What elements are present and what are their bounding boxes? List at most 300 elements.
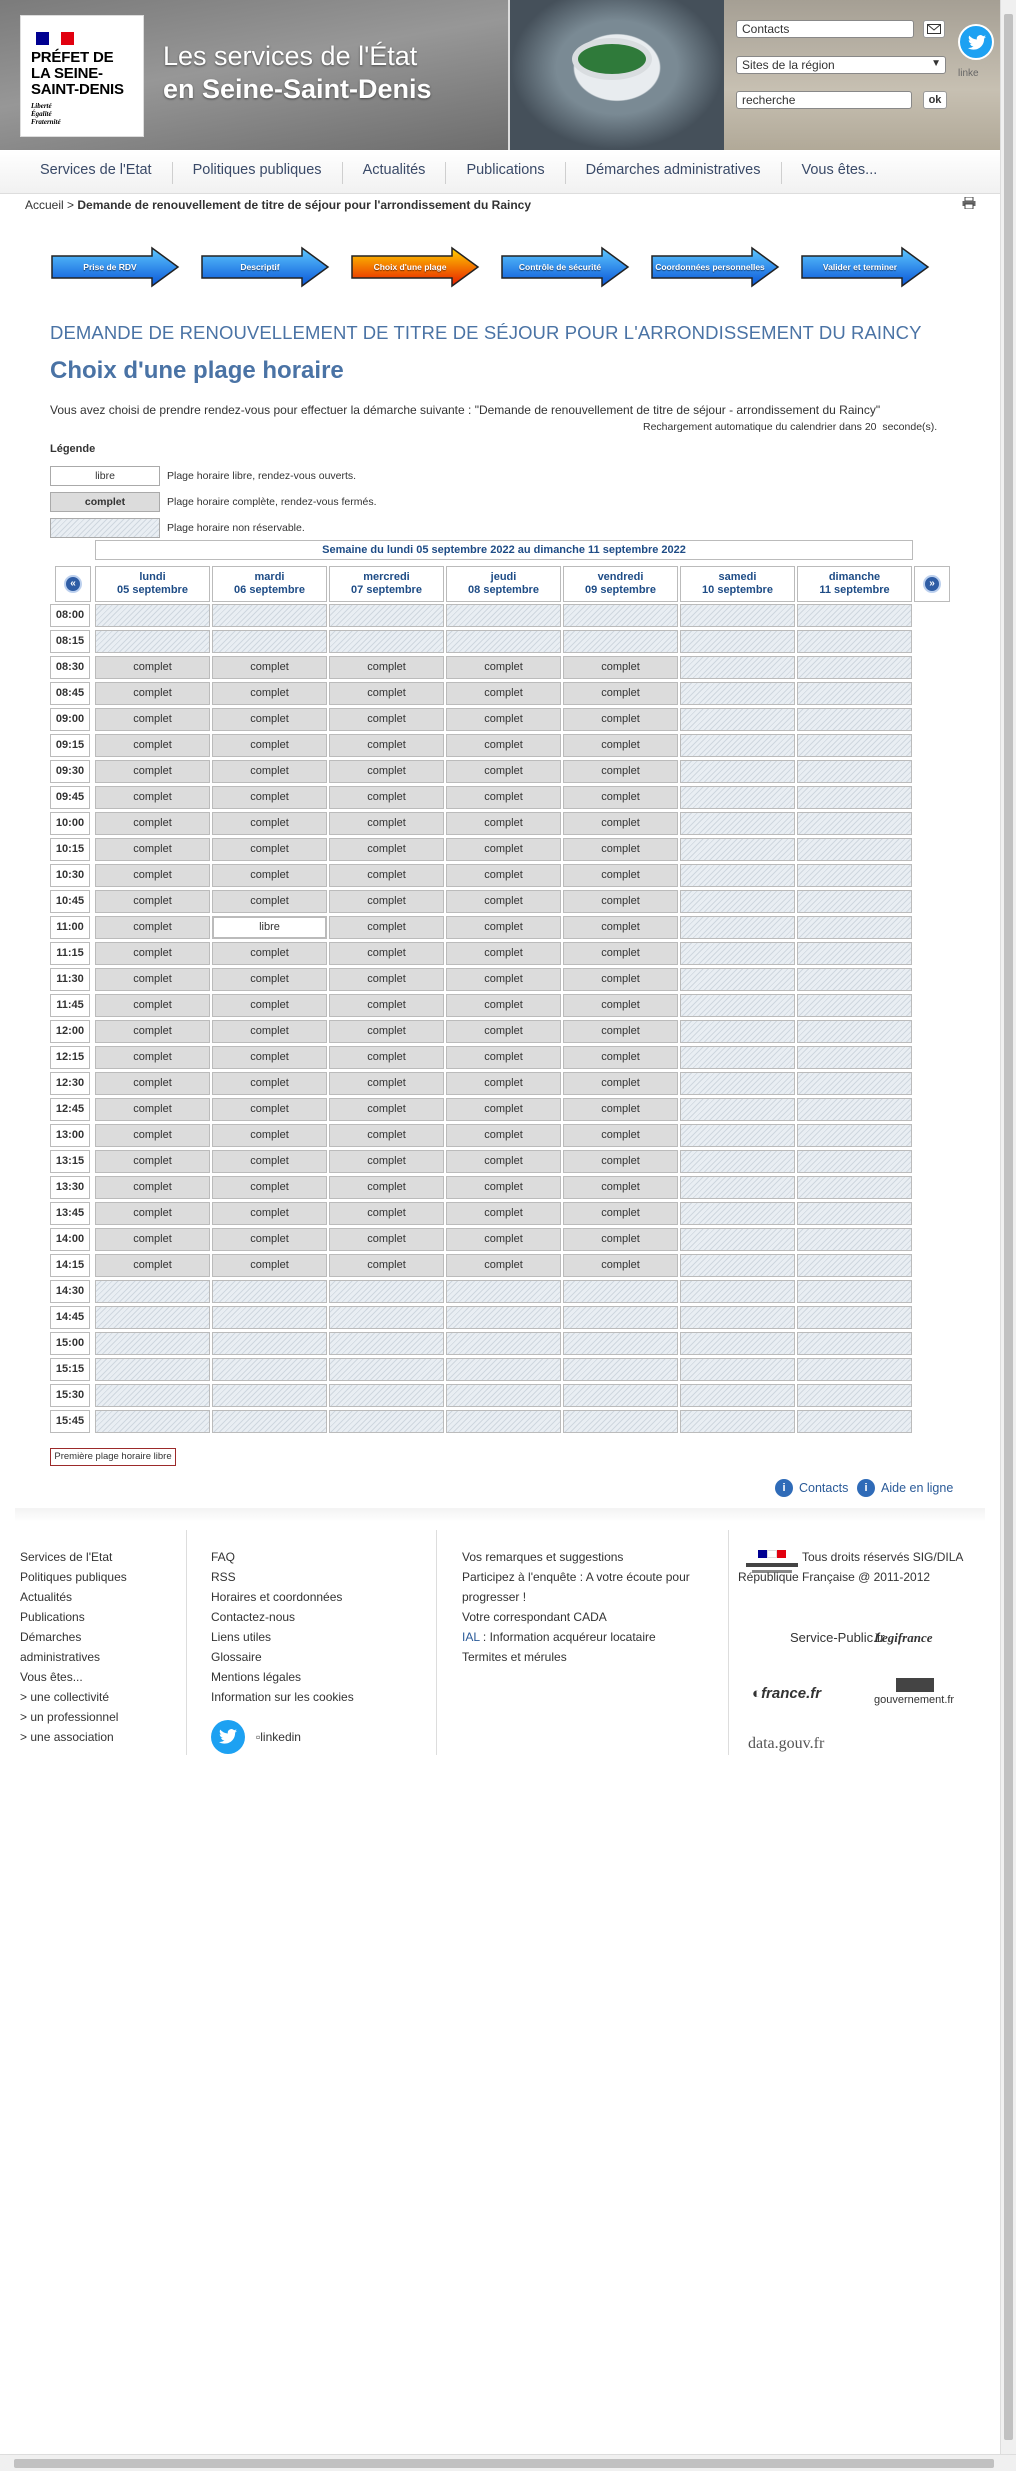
slot-unavailable xyxy=(446,1306,561,1329)
main-nav xyxy=(0,150,1000,194)
procedure-title: DEMANDE DE RENOUVELLEMENT DE TITRE DE SÉJOUR POUR L'ARRONDISSEMENT DU RAINCY xyxy=(50,322,922,343)
slot-full: complet xyxy=(95,968,210,991)
slot-unavailable xyxy=(680,1358,795,1381)
time-label: 14:00 xyxy=(50,1228,90,1251)
next-week-button[interactable] xyxy=(914,566,950,602)
slot-unavailable xyxy=(212,1280,327,1303)
slot-unavailable xyxy=(680,1098,795,1121)
slot-full: complet xyxy=(212,786,327,809)
day-header-dimanche: dimanche 11 septembre xyxy=(797,566,912,602)
slot-unavailable xyxy=(680,1332,795,1355)
slot-unavailable xyxy=(446,1358,561,1381)
breadcrumb xyxy=(25,198,531,212)
slot-full: complet xyxy=(563,916,678,939)
footer-link[interactable]: FAQ xyxy=(211,1550,236,1564)
slot-full: complet xyxy=(212,1098,327,1121)
footer-link[interactable]: Vos remarques et suggestions xyxy=(462,1550,624,1564)
slot-full: complet xyxy=(563,968,678,991)
footer-link[interactable]: Contactez-nous xyxy=(211,1610,296,1624)
slot-unavailable xyxy=(797,1228,912,1251)
footer-link[interactable]: RSS xyxy=(211,1570,236,1584)
footer-link[interactable]: Mentions légales xyxy=(211,1670,302,1684)
slot-full: complet xyxy=(329,1072,444,1095)
footer-column-3 xyxy=(462,1547,690,1667)
slot-full: complet xyxy=(212,1176,327,1199)
slot-unavailable xyxy=(797,1254,912,1277)
day-header-mercredi: mercredi 07 septembre xyxy=(329,566,444,602)
footer-link[interactable]: > une association xyxy=(20,1730,114,1744)
time-label: 14:30 xyxy=(50,1280,90,1303)
slot-full: complet xyxy=(329,994,444,1017)
slot-full: complet xyxy=(563,1098,678,1121)
slot-full: complet xyxy=(563,864,678,887)
slot-unavailable xyxy=(797,1150,912,1173)
slot-unavailable xyxy=(329,1384,444,1407)
slot-full: complet xyxy=(329,708,444,731)
slot-unavailable xyxy=(680,1254,795,1277)
legend-full-box: complet xyxy=(50,492,160,512)
slot-unavailable xyxy=(680,1046,795,1069)
slot-unavailable xyxy=(680,890,795,913)
slot-full: complet xyxy=(329,786,444,809)
time-label: 13:15 xyxy=(50,1150,90,1173)
slot-full: complet xyxy=(212,890,327,913)
slot-full: complet xyxy=(446,864,561,887)
partner-gouvernement[interactable]: gouvernement.fr xyxy=(874,1692,954,1706)
footer-column-1 xyxy=(20,1547,127,1747)
slot-full: complet xyxy=(563,1150,678,1173)
footer-link[interactable]: > une collectivité xyxy=(20,1690,110,1704)
slot-unavailable xyxy=(797,760,912,783)
slot-full: complet xyxy=(95,1202,210,1225)
help-contacts-link[interactable]: i Contacts xyxy=(775,1479,848,1497)
slot-full: complet xyxy=(212,1202,327,1225)
slot-unavailable xyxy=(329,1306,444,1329)
time-label: 08:45 xyxy=(50,682,90,705)
slot-unavailable xyxy=(329,630,444,653)
slot-full: complet xyxy=(446,1046,561,1069)
slot-full: complet xyxy=(446,1254,561,1277)
day-header-lundi: lundi 05 septembre xyxy=(95,566,210,602)
slot-unavailable xyxy=(680,1176,795,1199)
slot-full: complet xyxy=(95,734,210,757)
slot-full: complet xyxy=(563,682,678,705)
slot-full: complet xyxy=(446,916,561,939)
slot-unavailable xyxy=(797,1332,912,1355)
copyright: Tous droits réservés SIG/DILA République Française @ 2011-2012 xyxy=(738,1550,963,1584)
slot-full: complet xyxy=(212,1046,327,1069)
slot-unavailable xyxy=(212,1332,327,1355)
slot-unavailable xyxy=(797,942,912,965)
time-label: 11:30 xyxy=(50,968,90,991)
slot-full: complet xyxy=(446,838,561,861)
slot-unavailable xyxy=(563,1306,678,1329)
time-label: 11:15 xyxy=(50,942,90,965)
slot-full: complet xyxy=(95,994,210,1017)
slot-unavailable xyxy=(680,916,795,939)
slot-unavailable xyxy=(680,682,795,705)
partner-data-gouv[interactable]: data.gouv.fr xyxy=(748,1735,825,1752)
slot-unavailable xyxy=(680,604,795,627)
previous-week-icon: « xyxy=(64,575,82,593)
first-free-slot-button[interactable]: Première plage horaire libre xyxy=(50,1448,176,1466)
slot-unavailable xyxy=(680,1124,795,1147)
slot-full: complet xyxy=(95,890,210,913)
footer-link[interactable]: Politiques publiques xyxy=(20,1570,127,1584)
slot-unavailable xyxy=(680,1072,795,1095)
footer-column-2 xyxy=(211,1547,354,1707)
slot-unavailable xyxy=(680,656,795,679)
slot-full: complet xyxy=(563,890,678,913)
slot-unavailable xyxy=(797,630,912,653)
slot-full: complet xyxy=(95,1098,210,1121)
next-week-icon: » xyxy=(923,575,941,593)
slot-full: complet xyxy=(563,1072,678,1095)
slot-unavailable xyxy=(797,1124,912,1147)
slot-unavailable xyxy=(797,916,912,939)
slot-full: complet xyxy=(95,760,210,783)
mail-icon[interactable] xyxy=(923,20,945,38)
legend-full-text: Plage horaire complète, rendez-vous fermés. xyxy=(167,496,377,508)
slot-unavailable xyxy=(680,1306,795,1329)
slot-full: complet xyxy=(95,1046,210,1069)
slot-full: complet xyxy=(446,812,561,835)
slot-full: complet xyxy=(95,942,210,965)
site-title-line2: en Seine-Saint-Denis xyxy=(163,74,432,104)
slot-full: complet xyxy=(95,682,210,705)
time-label: 08:00 xyxy=(50,604,90,627)
day-header-mardi: mardi 06 septembre xyxy=(212,566,327,602)
slot-full: complet xyxy=(95,786,210,809)
slot-unavailable xyxy=(680,864,795,887)
slot-unavailable xyxy=(797,1384,912,1407)
slot-full: complet xyxy=(563,760,678,783)
footer-link[interactable]: Glossaire xyxy=(211,1650,262,1664)
slot-full: complet xyxy=(563,1202,678,1225)
slot-unavailable xyxy=(95,630,210,653)
footer-link[interactable]: progresser ! xyxy=(462,1590,527,1604)
breadcrumb-current: Demande de renouvellement de titre de séjour pour l'arrondissement du Raincy xyxy=(77,198,532,212)
slot-full: complet xyxy=(446,1228,561,1251)
time-label: 12:30 xyxy=(50,1072,90,1095)
time-label: 08:15 xyxy=(50,630,90,653)
page-title: Choix d'une plage horaire xyxy=(50,357,344,384)
slot-full: complet xyxy=(446,1202,561,1225)
footer-separator xyxy=(15,1508,985,1522)
slot-unavailable xyxy=(797,812,912,835)
slot-full: complet xyxy=(446,890,561,913)
marianne-flag-icon xyxy=(36,32,74,45)
partner-france-fr[interactable]: ◐france.fr xyxy=(752,1685,822,1702)
slot-full: complet xyxy=(95,1020,210,1043)
slot-unavailable xyxy=(797,1046,912,1069)
time-label: 13:30 xyxy=(50,1176,90,1199)
slot-full: complet xyxy=(563,1124,678,1147)
slot-unavailable xyxy=(563,1410,678,1433)
slot-unavailable xyxy=(680,734,795,757)
slot-full: complet xyxy=(95,1228,210,1251)
slot-unavailable xyxy=(563,604,678,627)
footer-link[interactable]: Actualités xyxy=(20,1590,73,1604)
previous-week-button[interactable] xyxy=(55,566,91,602)
time-label: 10:15 xyxy=(50,838,90,861)
slot-unavailable xyxy=(680,1020,795,1043)
slot-unavailable xyxy=(797,1280,912,1303)
slot-unavailable xyxy=(95,1332,210,1355)
slot-unavailable xyxy=(797,1020,912,1043)
slot-unavailable xyxy=(797,838,912,861)
footer-link[interactable]: IAL : Information acquéreur locataire xyxy=(462,1630,656,1644)
slot-unavailable xyxy=(446,630,561,653)
footer-link[interactable]: Termites et mérules xyxy=(462,1650,567,1664)
slot-unavailable xyxy=(446,604,561,627)
slot-full: complet xyxy=(329,760,444,783)
slot-full: complet xyxy=(329,1098,444,1121)
slot-unavailable xyxy=(680,968,795,991)
slot-unavailable xyxy=(680,1228,795,1251)
slot-unavailable xyxy=(329,604,444,627)
day-header-vendredi: vendredi 09 septembre xyxy=(563,566,678,602)
help-online-link[interactable]: i Aide en ligne xyxy=(857,1479,953,1497)
twitter-icon[interactable] xyxy=(958,24,994,60)
day-header-jeudi: jeudi 08 septembre xyxy=(446,566,561,602)
slot-unavailable xyxy=(680,1280,795,1303)
vertical-scrollbar[interactable] xyxy=(1000,0,1016,2454)
slot-full: complet xyxy=(563,1176,678,1199)
slot-unavailable xyxy=(680,1410,795,1433)
partner-service-public[interactable]: Service-Public.fr xyxy=(790,1630,885,1645)
slot-full: complet xyxy=(212,1228,327,1251)
footer-link[interactable]: Vous êtes... xyxy=(20,1670,83,1684)
slot-full: complet xyxy=(563,812,678,835)
slot-full: complet xyxy=(329,864,444,887)
search-input[interactable]: recherche xyxy=(736,91,912,109)
slot-unavailable xyxy=(797,864,912,887)
slot-full: complet xyxy=(563,1254,678,1277)
slot-full: complet xyxy=(446,994,561,1017)
slot-unavailable xyxy=(680,630,795,653)
time-label: 12:00 xyxy=(50,1020,90,1043)
print-icon[interactable] xyxy=(962,196,976,208)
slot-full: complet xyxy=(329,656,444,679)
slot-unavailable xyxy=(446,1280,561,1303)
search-button[interactable]: ok xyxy=(923,91,947,109)
breadcrumb-separator: > xyxy=(67,198,75,212)
slot-full: complet xyxy=(446,760,561,783)
week-title: Semaine du lundi 05 septembre 2022 au dimanche 11 septembre 2022 xyxy=(95,540,913,560)
slot-unavailable xyxy=(680,786,795,809)
slot-unavailable xyxy=(212,1410,327,1433)
nav-services-etat[interactable]: Services de l'Etat xyxy=(20,162,173,184)
time-label: 13:00 xyxy=(50,1124,90,1147)
slot-unavailable xyxy=(95,1306,210,1329)
slot-full: complet xyxy=(212,682,327,705)
slot-full: complet xyxy=(95,864,210,887)
slot-full: complet xyxy=(212,942,327,965)
footer-link[interactable]: Démarches xyxy=(20,1630,82,1644)
footer-link[interactable]: Services de l'Etat xyxy=(20,1550,113,1564)
slot-full: complet xyxy=(95,812,210,835)
time-label: 15:15 xyxy=(50,1358,90,1381)
footer-link[interactable]: administratives xyxy=(20,1650,101,1664)
slot-full: complet xyxy=(212,1020,327,1043)
slot-unavailable xyxy=(680,942,795,965)
info-icon: i xyxy=(857,1479,875,1497)
slot-full: complet xyxy=(329,1176,444,1199)
slot-full: complet xyxy=(446,1020,561,1043)
slot-full: complet xyxy=(212,760,327,783)
slot-full: complet xyxy=(446,968,561,991)
slot-full: complet xyxy=(563,1020,678,1043)
slot-unavailable xyxy=(212,630,327,653)
slot-full: complet xyxy=(212,1150,327,1173)
gouvernement-logo-icon xyxy=(896,1678,934,1692)
slot-unavailable xyxy=(797,656,912,679)
slot-full: complet xyxy=(212,994,327,1017)
slot-unavailable xyxy=(563,1280,678,1303)
slot-unavailable xyxy=(797,1410,912,1433)
slot-full: complet xyxy=(329,916,444,939)
slot-full: complet xyxy=(446,734,561,757)
slot-unavailable xyxy=(797,1176,912,1199)
time-label: 13:45 xyxy=(50,1202,90,1225)
slot-full: complet xyxy=(212,656,327,679)
footer-divider xyxy=(186,1530,187,1755)
slot-unavailable xyxy=(563,630,678,653)
time-label: 09:00 xyxy=(50,708,90,731)
slot-free[interactable]: libre xyxy=(212,916,327,939)
time-label: 11:00 xyxy=(50,916,90,939)
slot-unavailable xyxy=(797,1202,912,1225)
slot-unavailable xyxy=(680,1202,795,1225)
nav-actualites[interactable]: Actualités xyxy=(343,162,447,184)
reload-countdown: Rechargement automatique du calendrier dans 20 seconde(s). xyxy=(643,421,938,433)
time-label: 09:15 xyxy=(50,734,90,757)
footer-link[interactable]: Participez à l'enquête : A votre écoute pour xyxy=(462,1570,690,1584)
slot-unavailable xyxy=(329,1332,444,1355)
slot-unavailable xyxy=(446,1384,561,1407)
slot-unavailable xyxy=(680,760,795,783)
nav-vous-etes[interactable]: Vous êtes... xyxy=(801,162,878,178)
time-label: 09:30 xyxy=(50,760,90,783)
slot-full: complet xyxy=(329,734,444,757)
twitter-icon[interactable] xyxy=(211,1720,245,1754)
slot-unavailable xyxy=(329,1358,444,1381)
slot-full: complet xyxy=(563,708,678,731)
slot-full: complet xyxy=(95,656,210,679)
time-label: 15:30 xyxy=(50,1384,90,1407)
slot-unavailable xyxy=(680,994,795,1017)
footer-divider xyxy=(436,1530,437,1755)
legend-free-text: Plage horaire libre, rendez-vous ouverts. xyxy=(167,470,357,482)
footer-link[interactable]: > un professionnel xyxy=(20,1710,119,1724)
slot-unavailable xyxy=(212,1306,327,1329)
logo-title: PRÉFET DE LA SEINE-SAINT-DENIS xyxy=(31,49,124,98)
slot-full: complet xyxy=(95,1124,210,1147)
slot-unavailable xyxy=(797,968,912,991)
partner-legifrance[interactable]: Legifrance xyxy=(874,1630,933,1645)
slot-full: complet xyxy=(329,1254,444,1277)
footer-link[interactable]: Liens utiles xyxy=(211,1630,272,1644)
slot-unavailable xyxy=(446,1332,561,1355)
legend-free-box: libre xyxy=(50,466,160,486)
footer-link[interactable]: Votre correspondant CADA xyxy=(462,1610,607,1624)
slot-unavailable xyxy=(797,708,912,731)
slot-full: complet xyxy=(446,708,561,731)
slot-full: complet xyxy=(563,942,678,965)
time-label: 10:30 xyxy=(50,864,90,887)
slot-full: complet xyxy=(329,1202,444,1225)
logo-motto: Liberté Égalité Fraternité xyxy=(31,102,61,126)
slot-unavailable xyxy=(797,994,912,1017)
linkedin-icon-broken[interactable]: linke xyxy=(958,68,979,79)
slot-full: complet xyxy=(446,1098,561,1121)
slot-full: complet xyxy=(446,1176,561,1199)
slot-unavailable xyxy=(212,1358,327,1381)
page: PRÉFET DE LA SEINE-SAINT-DENIS Liberté Égalité Fraternité Les services de l'État en Seine-Saint-Denis Contacts Sites de la région ▼ recherche ok linke Services de l'Etat Politiques publiques Actualités Publications Démarches administratives Vous êtes... Accueil > Demande de renouvellement de titre de séjour pour l'arrondissement du Raincy Prise de RDV Descriptif Choix d'une plage Contrôle de sécurité Coordonnées personnelles Valider et terminer DEMANDE DE RENOUVELLEMENT DE TITRE DE SÉJOUR POUR L'ARRONDISSEMENT DU RAINCY Choix d'une plage horaire Vous avez choisi de prendre rendez-vous pour effectuer la démarche suivante : "Demande de renouvellement de titre de séjour - arrondissement du Raincy" Rechargement automatique du calendrier dans 20 seconde(s). Légende libre Plage horaire libre, rendez-vous ouverts. complet Plage horaire complète, rendez-vous fermés. Plage horaire non réservable. Semaine du lundi 05 septembre 2022 au dimanche 11 septembre 2022 « » lundi 05 septembre mardi 06 septembre mercredi 07 septembre jeudi 08 septembre vendredi 09 septembre samedi 10 septembre dimanche 11 septembre 08:00 08:15 08:30 complet complet complet complet complet 08:45 complet complet complet complet complet 09:00 complet complet complet complet complet 09:15 complet complet complet complet complet 09:30 complet complet complet complet complet 09:45 complet complet complet complet complet 10:00 complet complet complet complet complet 10:15 complet complet complet complet complet 10:30 complet complet complet complet complet 10:45 complet complet complet complet complet 11:00 complet libre complet complet complet 11:15 complet complet complet complet complet 11:30 complet complet complet complet complet 11:45 complet complet complet complet complet 12:00 complet complet complet complet complet 12:15 complet complet complet complet complet 12:30 complet complet complet complet complet 12:45 complet complet complet complet complet 13:00 complet complet complet complet complet 13:15 complet complet complet complet complet 13:30 complet complet complet complet complet 13:45 complet complet complet complet complet 14:00 complet complet complet complet complet 14:15 complet complet complet complet complet 14:30 14:45 15:00 15:15 15:30 15:45 Première plage horaire libre i Contacts i Aide en ligne Services de l'Etat Politiques publiques Actualités Publications Démarches administratives Vous êtes... > une collectivité > un professionnel > une association FAQ RSS Horaires et coordonnées Contactez-nous Liens utiles Glossaire Mentions légales Information sur les cookies Vos remarques et suggestions Participez à l'enquête : A votre écoute pour progresser ! Votre correspondant CADA IAL : Information acquéreur locataire Termites et mérules ▫linkedin Tous droits réservés SIG/DILA République Française @ 2011-2012 Service-Public.fr Legifrance ◐france.fr gouvernement.fr data.gouv.fr xyxy=(0,0,1000,2454)
footer-link[interactable]: Horaires et coordonnées xyxy=(211,1590,343,1604)
slot-full: complet xyxy=(563,786,678,809)
slot-full: complet xyxy=(446,1072,561,1095)
site-title-line1: Les services de l'État xyxy=(163,41,418,71)
time-label: 11:45 xyxy=(50,994,90,1017)
region-select[interactable]: Sites de la région ▼ xyxy=(736,56,946,74)
slot-unavailable xyxy=(797,1098,912,1121)
time-label: 10:45 xyxy=(50,890,90,913)
time-label: 12:15 xyxy=(50,1046,90,1069)
slot-full: complet xyxy=(563,656,678,679)
slot-full: complet xyxy=(329,682,444,705)
slot-full: complet xyxy=(563,1046,678,1069)
slot-full: complet xyxy=(446,942,561,965)
slot-full: complet xyxy=(329,890,444,913)
slot-unavailable xyxy=(797,734,912,757)
slot-full: complet xyxy=(563,838,678,861)
slot-full: complet xyxy=(329,1228,444,1251)
slot-unavailable xyxy=(680,838,795,861)
nav-demarches[interactable]: Démarches administratives xyxy=(566,162,782,184)
nav-publications[interactable]: Publications xyxy=(446,162,565,184)
nav-politiques-publiques[interactable]: Politiques publiques xyxy=(173,162,343,184)
slot-full: complet xyxy=(212,708,327,731)
prefet-logo[interactable] xyxy=(20,15,144,137)
slot-full: complet xyxy=(212,1124,327,1147)
site-title[interactable] xyxy=(163,40,432,106)
slot-unavailable xyxy=(329,1410,444,1433)
slot-full: complet xyxy=(212,968,327,991)
day-header-samedi: samedi 10 septembre xyxy=(680,566,795,602)
time-label: 12:45 xyxy=(50,1098,90,1121)
footer-link[interactable]: Publications xyxy=(20,1610,85,1624)
stadium-pitch xyxy=(572,38,652,80)
slot-unavailable xyxy=(797,604,912,627)
breadcrumb-home[interactable]: Accueil xyxy=(25,198,64,212)
slot-unavailable xyxy=(563,1332,678,1355)
time-label: 08:30 xyxy=(50,656,90,679)
slot-unavailable xyxy=(212,1384,327,1407)
footer-link[interactable]: Information sur les cookies xyxy=(211,1690,354,1704)
slot-unavailable xyxy=(797,682,912,705)
contacts-link[interactable]: Contacts xyxy=(736,20,914,38)
slot-unavailable xyxy=(212,604,327,627)
chevron-down-icon: ▼ xyxy=(931,58,941,69)
slot-full: complet xyxy=(329,838,444,861)
time-label: 14:45 xyxy=(50,1306,90,1329)
horizontal-scrollbar[interactable] xyxy=(0,2454,1016,2471)
slot-full: complet xyxy=(95,1150,210,1173)
linkedin-icon-broken[interactable]: ▫linkedin xyxy=(256,1730,301,1744)
time-label: 15:00 xyxy=(50,1332,90,1355)
